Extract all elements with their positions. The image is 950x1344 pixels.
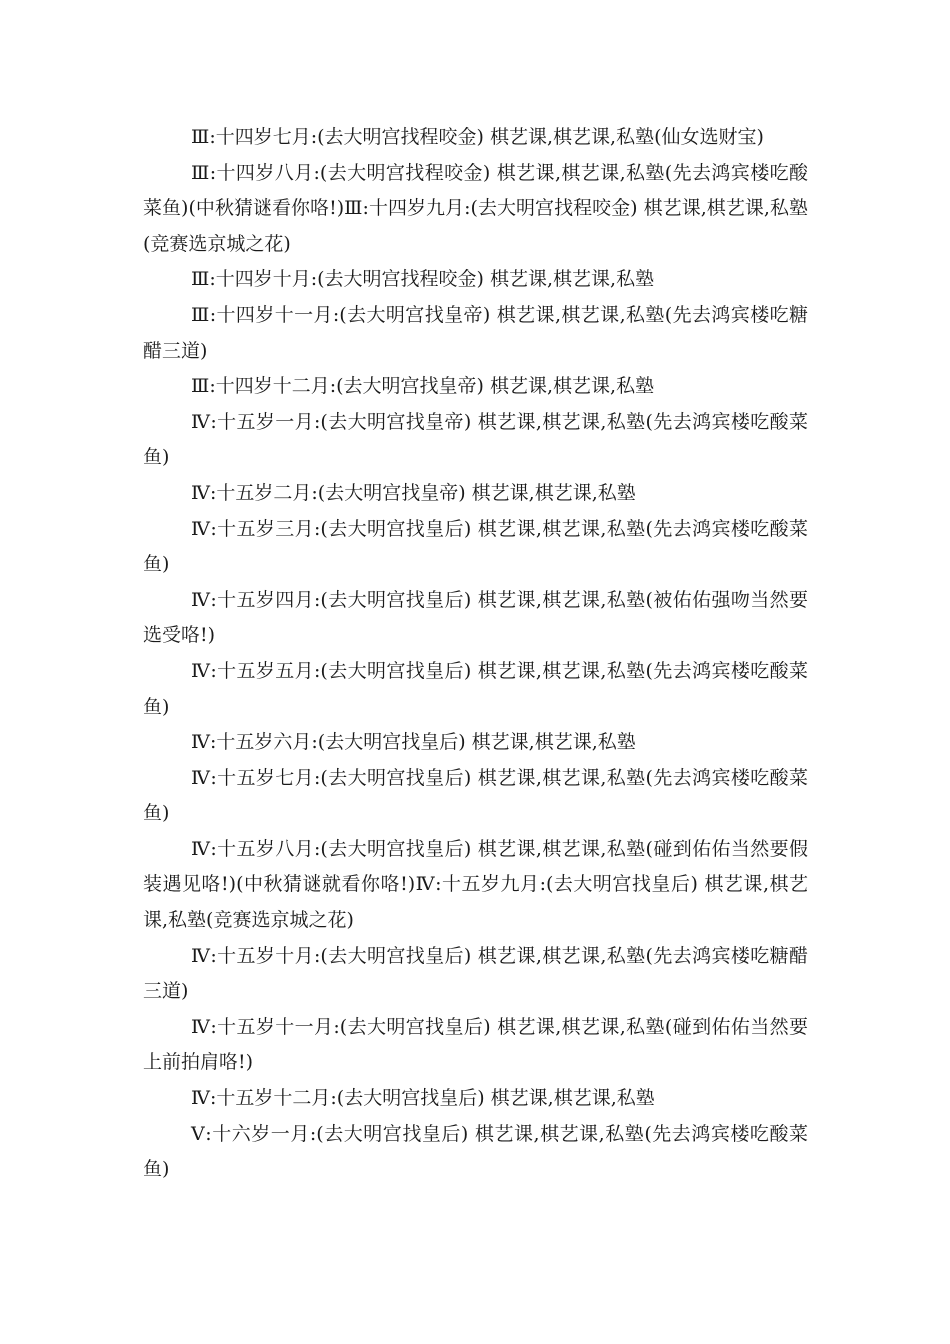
- paragraph: Ⅳ:十五岁六月:(去大明宫找皇后) 棋艺课,棋艺课,私塾: [191, 731, 636, 754]
- paragraph: Ⅳ:十五岁十一月:(去大明宫找皇后) 棋艺课,棋艺课,私塾(碰到佑佑当然要上前拍肩咯!): [143, 1015, 808, 1074]
- paragraph: Ⅳ:十五岁七月:(去大明宫找皇后) 棋艺课,棋艺课,私塾(先去鸿宾楼吃酸菜鱼): [143, 766, 808, 825]
- paragraph: Ⅳ:十五岁四月:(去大明宫找皇后) 棋艺课,棋艺课,私塾(被佑佑强吻当然要选受咯!): [143, 588, 808, 647]
- paragraph: Ⅳ:十五岁八月:(去大明宫找皇后) 棋艺课,棋艺课,私塾(碰到佑佑当然要假装遇见咯!)(中秋猜谜就看你咯!)Ⅳ:十五岁九月:(去大明宫找皇后) 棋艺课,棋艺课,私塾(竞赛选京城之花): [143, 837, 808, 932]
- paragraph: Ⅳ:十五岁五月:(去大明宫找皇后) 棋艺课,棋艺课,私塾(先去鸿宾楼吃酸菜鱼): [143, 659, 808, 718]
- paragraph: Ⅲ:十四岁十月:(去大明宫找程咬金) 棋艺课,棋艺课,私塾: [191, 268, 655, 291]
- paragraph: Ⅳ:十五岁一月:(去大明宫找皇帝) 棋艺课,棋艺课,私塾(先去鸿宾楼吃酸菜鱼): [143, 410, 808, 469]
- paragraph: Ⅳ:十五岁十二月:(去大明宫找皇后) 棋艺课,棋艺课,私塾: [191, 1087, 655, 1110]
- paragraph: Ⅳ:十五岁二月:(去大明宫找皇帝) 棋艺课,棋艺课,私塾: [191, 481, 636, 504]
- paragraph: Ⅲ:十四岁八月:(去大明宫找程咬金) 棋艺课,棋艺课,私塾(先去鸿宾楼吃酸菜鱼)(中秋猜谜看你咯!)Ⅲ:十四岁九月:(去大明宫找程咬金) 棋艺课,棋艺课,私塾(竞赛选京城之花): [143, 161, 808, 255]
- paragraph: Ⅲ:十四岁十一月:(去大明宫找皇帝) 棋艺课,棋艺课,私塾(先去鸿宾楼吃糖醋三道): [143, 303, 808, 362]
- document-body: [143, 120, 808, 1188]
- paragraph: Ⅴ:十六岁一月:(去大明宫找皇后) 棋艺课,棋艺课,私塾(先去鸿宾楼吃酸菜鱼): [143, 1122, 808, 1181]
- paragraph: Ⅳ:十五岁三月:(去大明宫找皇后) 棋艺课,棋艺课,私塾(先去鸿宾楼吃酸菜鱼): [143, 517, 808, 576]
- paragraph: Ⅳ:十五岁十月:(去大明宫找皇后) 棋艺课,棋艺课,私塾(先去鸿宾楼吃糖醋三道): [143, 944, 808, 1003]
- paragraph: Ⅲ:十四岁七月:(去大明宫找程咬金) 棋艺课,棋艺课,私塾(仙女选财宝): [191, 126, 764, 148]
- paragraph: Ⅲ:十四岁十二月:(去大明宫找皇帝) 棋艺课,棋艺课,私塾: [191, 375, 655, 398]
